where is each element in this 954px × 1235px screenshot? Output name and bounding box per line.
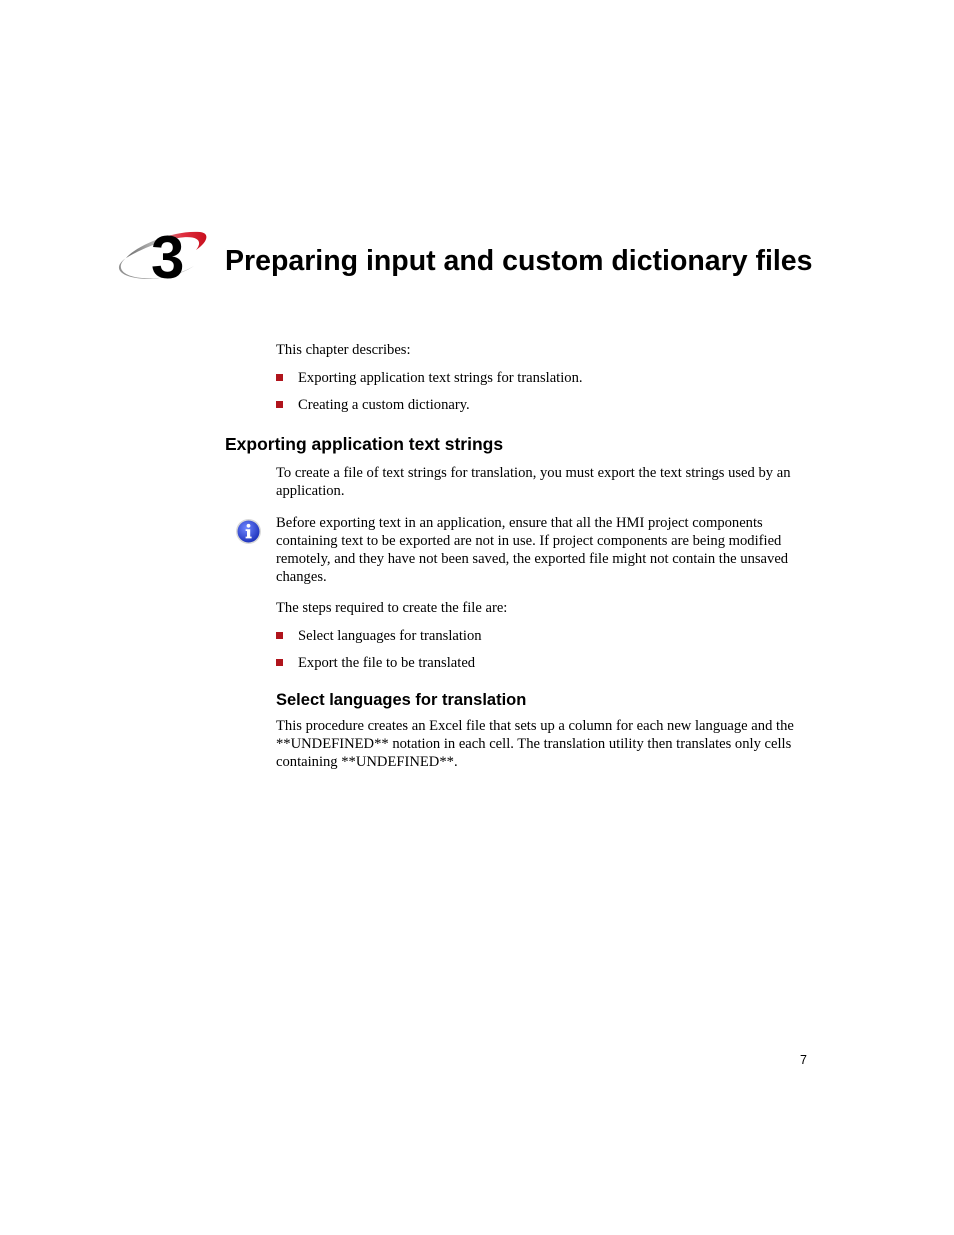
section-paragraph: To create a file of text strings for translation, you must export the text strings used by an application. [276,465,791,499]
bullet-text: Select languages for translation [298,628,482,644]
bullet-text: Creating a custom dictionary. [298,397,470,413]
page-number: 7 [800,1053,807,1067]
steps-intro: The steps required to create the file are: [276,600,508,616]
subsection-heading: Select languages for translation [276,691,527,709]
subsection-paragraph: This procedure creates an Excel file that sets up a column for each new language and the **UNDEFINED** notation in each cell. The translation utility then translates only cells containing **UNDEFINED**. [276,718,794,770]
bullet-square-icon [276,659,283,666]
chapter-number: 3 [151,224,185,291]
bullet-square-icon [276,632,283,639]
bullet-text: Export the file to be translated [298,655,476,671]
section-heading: Exporting application text strings [225,434,504,454]
bullet-text: Exporting application text strings for translation. [298,370,583,386]
chapter-mark [112,222,212,292]
bullet-square-icon [276,401,283,408]
chapter-title: Preparing input and custom dictionary files [225,245,813,277]
note-text: Before exporting text in an application, ensure that all the HMI project components containing text to be exported are not in use. If project components are being modified remotely, and they have not been saved, the exported file might not contain the unsaved changes. [276,515,789,585]
info-icon [235,518,262,545]
intro-text: This chapter describes: [276,342,411,358]
bullet-square-icon [276,374,283,381]
